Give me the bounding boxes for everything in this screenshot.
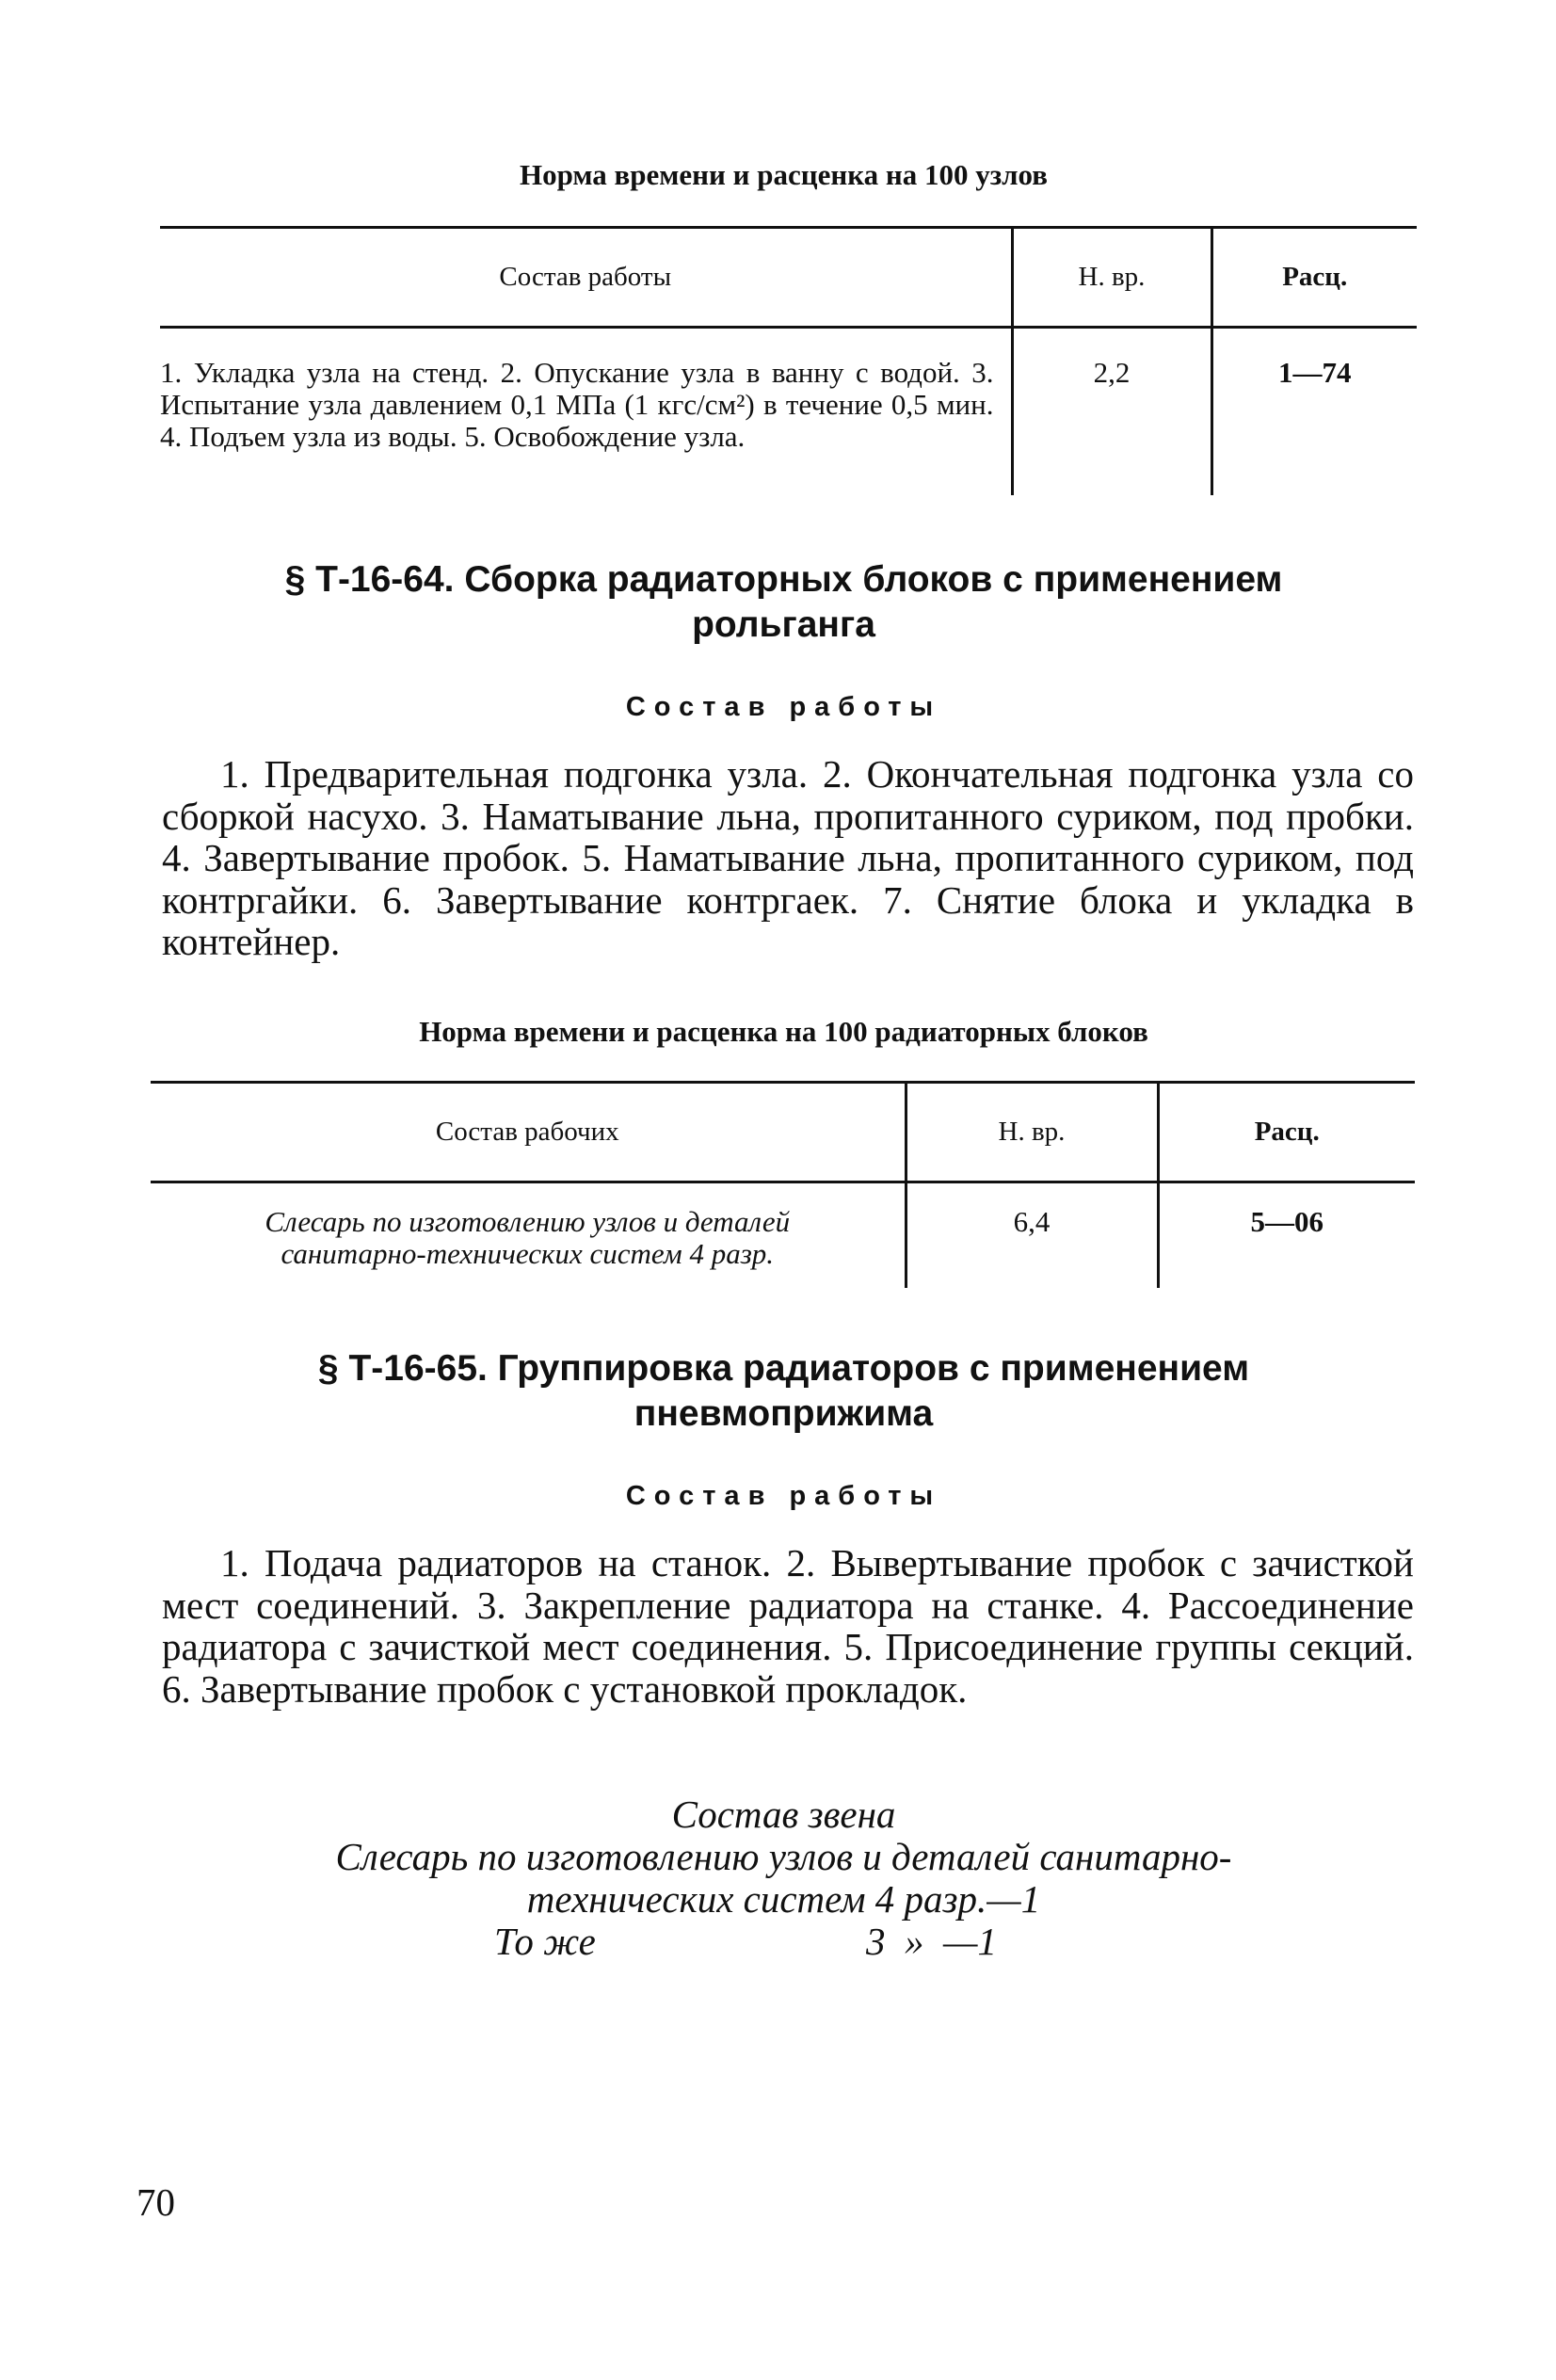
table1-rate-value: 1—74 [1211, 328, 1417, 495]
section2-title-line1: § Т-16-65. Группировка радиаторов с применением [317, 1348, 1250, 1389]
table2-worker [151, 1182, 906, 1288]
page-number: 70 [136, 2180, 175, 2224]
table2-rate-value: 5—06 [1158, 1182, 1415, 1288]
table2 [151, 1081, 1415, 1288]
table2-header-workers: Состав рабочих [151, 1083, 906, 1182]
table1-header-rate: Расц. [1211, 228, 1417, 328]
section2-title-line2: пневмоприжима [634, 1393, 934, 1434]
table2-norm-value: 6,4 [906, 1182, 1158, 1288]
table1-norm-value: 2,2 [1012, 328, 1211, 495]
table1 [160, 226, 1417, 495]
crew-line1: Слесарь по изготовлению узлов и деталей санитарно- [335, 1835, 1232, 1878]
table2-header-rate: Расц. [1158, 1083, 1415, 1182]
table2-row [151, 1182, 1415, 1288]
section2-title [151, 1346, 1417, 1437]
crew-composition [151, 1793, 1417, 1963]
crew-line3 [151, 1921, 1417, 1963]
table2-worker-line1: Слесарь по изготовлению узлов и деталей [265, 1205, 791, 1238]
table2-header-row [151, 1083, 1415, 1182]
crew-line3-left: То же [494, 1920, 596, 1963]
crew-line2: технических систем 4 разр.—1 [526, 1877, 1041, 1921]
table1-header-work: Состав работы [160, 228, 1012, 328]
table1-work-description: 1. Укладка узла на стенд. 2. Опускание узла в ванну с водой. 3. Испытание узла давлением 0,1 МПа (1 кгс/см²) в течение 0,5 мин. 4. Подъем узла из воды. 5. Освобождение узла. [160, 356, 994, 453]
crew-heading: Состав звена [671, 1793, 896, 1836]
table2-header-norm: Н. вр. [906, 1083, 1158, 1182]
section1-title-line1: § Т-16-64. Сборка радиаторных блоков с применением [284, 559, 1283, 600]
section2-body: 1. Подача радиаторов на станок. 2. Вывертывание пробок с зачисткой мест соединений. 3. Закрепление радиатора на станке. 4. Рассоединение радиатора с зачисткой мест соединения. 5. Присоединение группы секций. 6. Завертывание пробок с установкой прокладок. [162, 1541, 1414, 1711]
section1-title [151, 557, 1417, 648]
table1-row [160, 328, 1417, 495]
section2-subheading: Состав работы [625, 1481, 942, 1511]
section1-body: 1. Предварительная подгонка узла. 2. Окончательная подгонка узла со сборкой насухо. 3. Наматывание льна, пропитанного суриком, под пробки. 4. Завертывание пробок. 5. Наматывание льна, пропитанного суриком, под контргайки. 6. Завертывание контргаек. 7. Снятие блока и укладка в контейнер. [162, 752, 1414, 963]
section1-subheading: Состав работы [625, 692, 942, 722]
table1-header-row [160, 228, 1417, 328]
table2-caption: Норма времени и расценка на 100 радиаторных блоков [419, 1015, 1148, 1048]
table1-header-norm: Н. вр. [1012, 228, 1211, 328]
table1-caption: Норма времени и расценка на 100 узлов [519, 158, 1049, 191]
table2-worker-line2: санитарно-технических систем 4 разр. [281, 1237, 775, 1270]
section1-title-line2: рольганга [692, 604, 875, 645]
crew-line3-right: 3 » —1 [866, 1920, 997, 1963]
